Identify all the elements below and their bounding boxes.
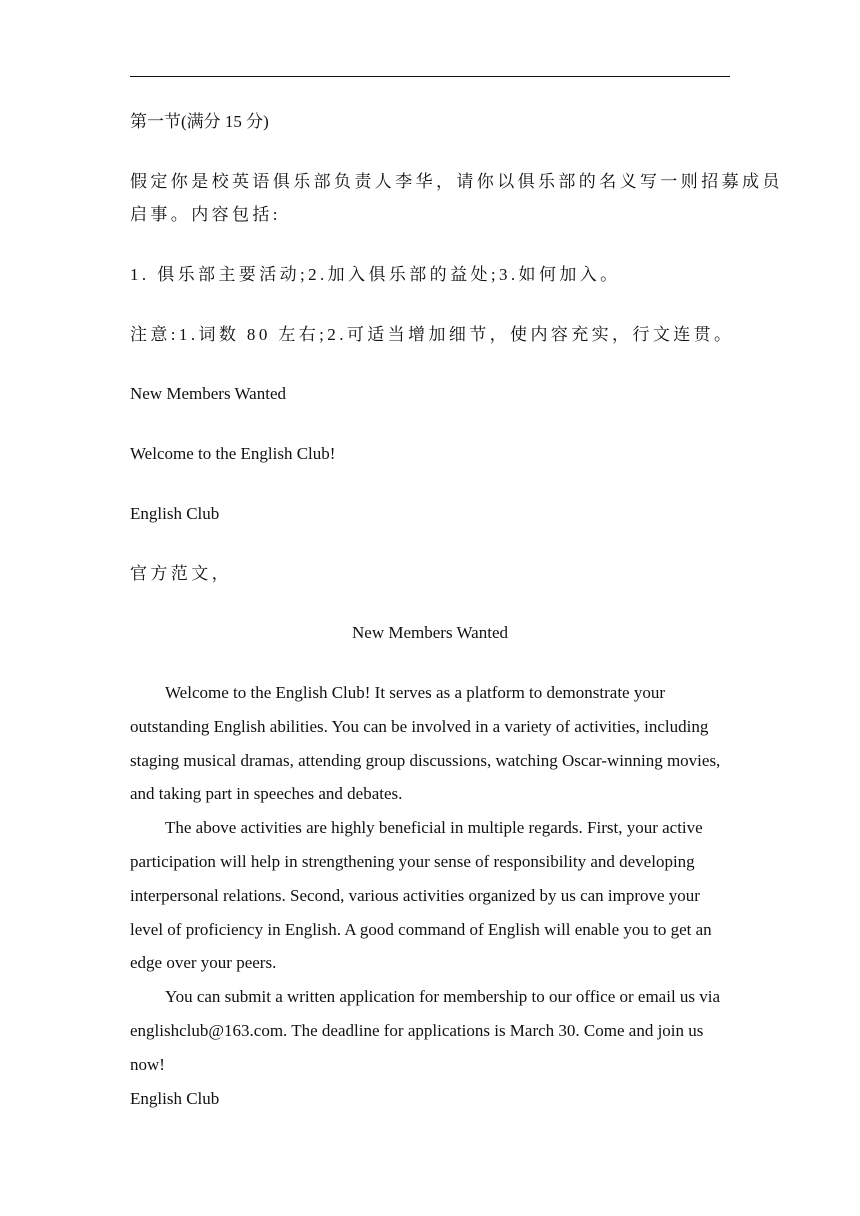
given-opening: Welcome to the English Club! bbox=[130, 444, 336, 463]
prompt-line-1: 假定你是校英语俱乐部负责人李华，请你以俱乐部的名义写一则招募成员 bbox=[130, 172, 783, 191]
sample-signature: English Club bbox=[130, 1088, 220, 1108]
given-title: New Members Wanted bbox=[130, 384, 286, 403]
sample-paragraph-2: The above activities are highly beneficial in multiple regards. First, your active participation will help in strengthening your sense of responsibility and developing interpersonal relations. Second, various activities organized by us can improve your level of proficiency in English. A good command of English will enable you to get an edge over your peers. bbox=[130, 818, 712, 973]
header-rule bbox=[130, 76, 730, 77]
sample-paragraph-3: You can submit a written application for membership to our office or email us via englishclub@163.com. The deadline for applications is March 30. Come and join us now! bbox=[130, 987, 721, 1074]
content-points: 1. 俱乐部主要活动;2.加入俱乐部的益处;3.如何加入。 bbox=[130, 265, 621, 284]
sample-essay-title: New Members Wanted bbox=[352, 623, 508, 642]
given-signature: English Club bbox=[130, 504, 220, 523]
sample-paragraph-1: Welcome to the English Club! It serves as a platform to demonstrate your outstanding English abilities. You can be involved in a variety of activities, including staging musical dramas, attending group discussions, watching Oscar-winning movies, and taking part in speeches and debates. bbox=[130, 683, 721, 804]
sample-label: 官方范文， bbox=[130, 564, 232, 583]
writing-notes: 注意:1.词数 80 左右;2.可适当增加细节，使内容充实，行文连贯。 bbox=[130, 325, 735, 344]
sample-essay-body bbox=[130, 676, 736, 1115]
prompt-line-2: 启事。内容包括: bbox=[130, 205, 281, 224]
section-heading: 第一节(满分 15 分) bbox=[130, 112, 269, 131]
